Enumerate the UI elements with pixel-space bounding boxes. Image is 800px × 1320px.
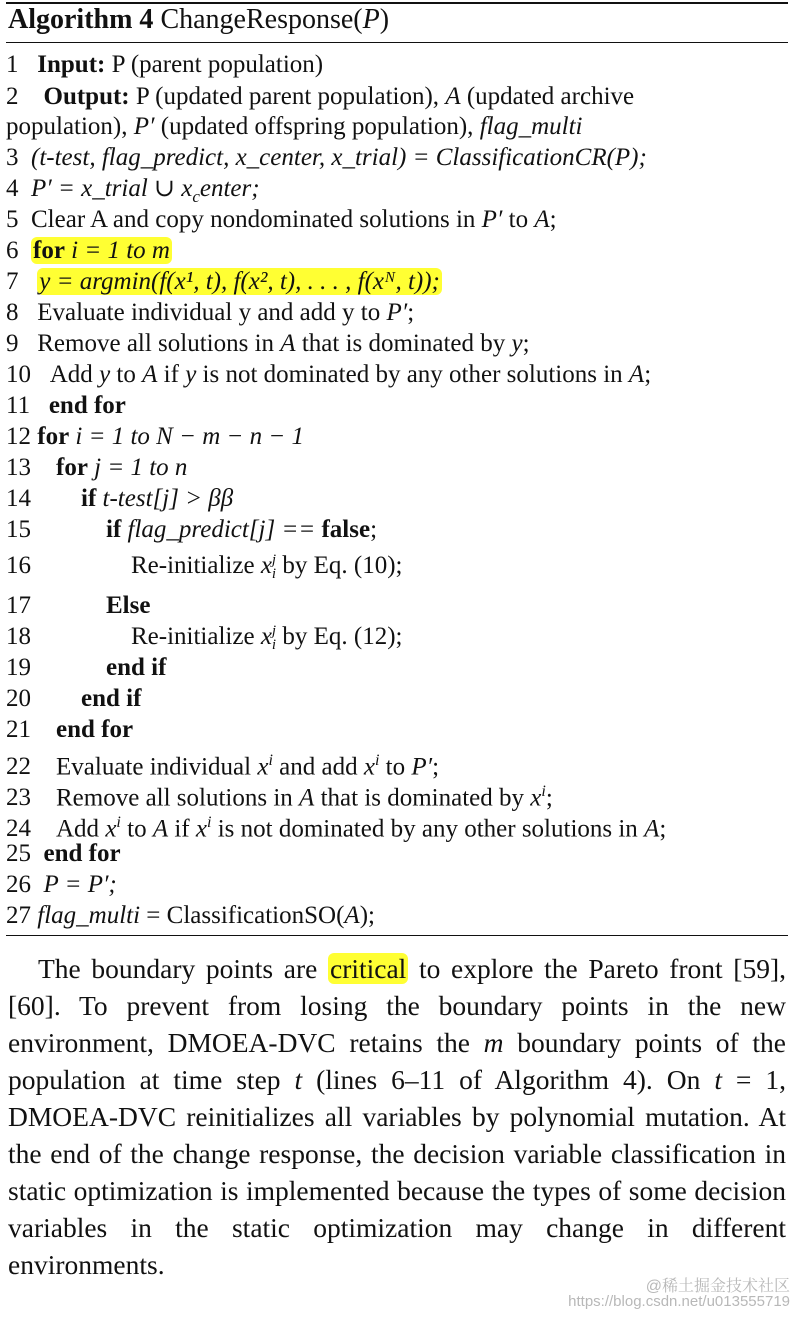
algo-line-5: 5 Clear A and copy nondominated solutions in P′ to A; — [6, 206, 557, 233]
algo-line-26: 26 P = P′; — [6, 871, 117, 898]
algo-line-2-cont: population), P′ (updated offspring population), flag_multi — [6, 113, 583, 140]
algo-line-20: 20 end if — [6, 685, 142, 712]
body-paragraph: The boundary points are critical to explore the Pareto front [59], [60]. To prevent from losing the boundary points in the new environment, DMOEA-DVC retains the m boundary points of the population at time step t (lines 6–11 of Algorithm 4). On t = 1, DMOEA-DVC reinitializes all variables by polynomial mutation. At the end of the change response, the decision variable classification in static optimization is implemented because the types of some decision variables in the static optimization may change in different environments. — [8, 953, 787, 1280]
algo-line-10: 10 Add y to A if y is not dominated by any other solutions in A; — [6, 361, 652, 388]
algo-line-3: 3 (t-test, flag_predict, x_center, x_trial) = ClassificationCR(P); — [6, 144, 647, 171]
watermark-juejin: @稀土掘金技术社区 — [645, 1278, 790, 1295]
algo-line-8: 8 Evaluate individual y and add y to P′; — [6, 299, 415, 326]
algo-line-18: 18 Re-initialize x j i by Eq. (12); — [6, 623, 403, 654]
highlight-critical: critical — [329, 953, 407, 984]
algo-line-12: 12 for i = 1 to N − m − n − 1 — [6, 423, 305, 450]
algo-line-22: 22 Evaluate individual $x^i$ and add $x^i$ to P′; — [6, 752, 440, 781]
highlight-line-6: for i = 1 to m — [33, 237, 170, 264]
algo-line-2: 2 Output: P (updated parent population), A (updated archive — [6, 83, 635, 110]
watermark-csdn: https://blog.csdn.net/u013555719 — [568, 1293, 790, 1310]
algo-line-14: 14 if t-test[j] > ββ — [6, 485, 234, 512]
algorithm-title: Algorithm 4 ChangeResponse(P) — [8, 4, 390, 35]
algo-line-6: 6 for i = 1 to m — [6, 237, 170, 264]
algo-line-15: 15 if flag_predict[j] == false; — [6, 516, 378, 543]
algo-line-24: 24 Add $x^i$ to A if $x^i$ is not dominated by any other solutions in A; — [6, 814, 667, 843]
algo-line-21: 21 end for — [6, 716, 134, 743]
algo-line-4: 4 P′ = x_trial ∪ $x_center$; — [6, 175, 260, 206]
algo-line-1: 1 Input: P (parent population) — [6, 51, 324, 78]
algo-line-9: 9 Remove all solutions in A that is dominated by y; — [6, 330, 530, 357]
algo-line-13: 13 for j = 1 to n — [6, 454, 188, 481]
algo-line-7: 7 y = argmin(f(x¹, t), f(x², t), . . . , f(xᴺ, t)); — [6, 268, 440, 295]
algo-line-17: 17 Else — [6, 592, 151, 619]
algo-line-19: 19 end if — [6, 654, 167, 681]
algo-line-25: 25 end for — [6, 840, 121, 867]
algo-line-11: 11 end for — [6, 392, 126, 419]
algorithm-arg: P — [362, 4, 380, 35]
algo-line-23: 23 Remove all solutions in A that is dominated by $x^i$; — [6, 783, 553, 812]
title-rule — [6, 42, 788, 43]
algorithm-label: Algorithm 4 — [8, 4, 154, 35]
bottom-rule — [6, 935, 788, 936]
algorithm-name: ChangeResponse( — [160, 4, 363, 35]
highlight-line-7: y = argmin(f(x¹, t), f(x², t), . . . , f(xᴺ, t)); — [39, 268, 440, 295]
algo-line-16: 16 Re-initialize x j i by Eq. (10); — [6, 552, 403, 583]
algo-line-27: 27 flag_multi = ClassificationSO(A); — [6, 902, 375, 929]
